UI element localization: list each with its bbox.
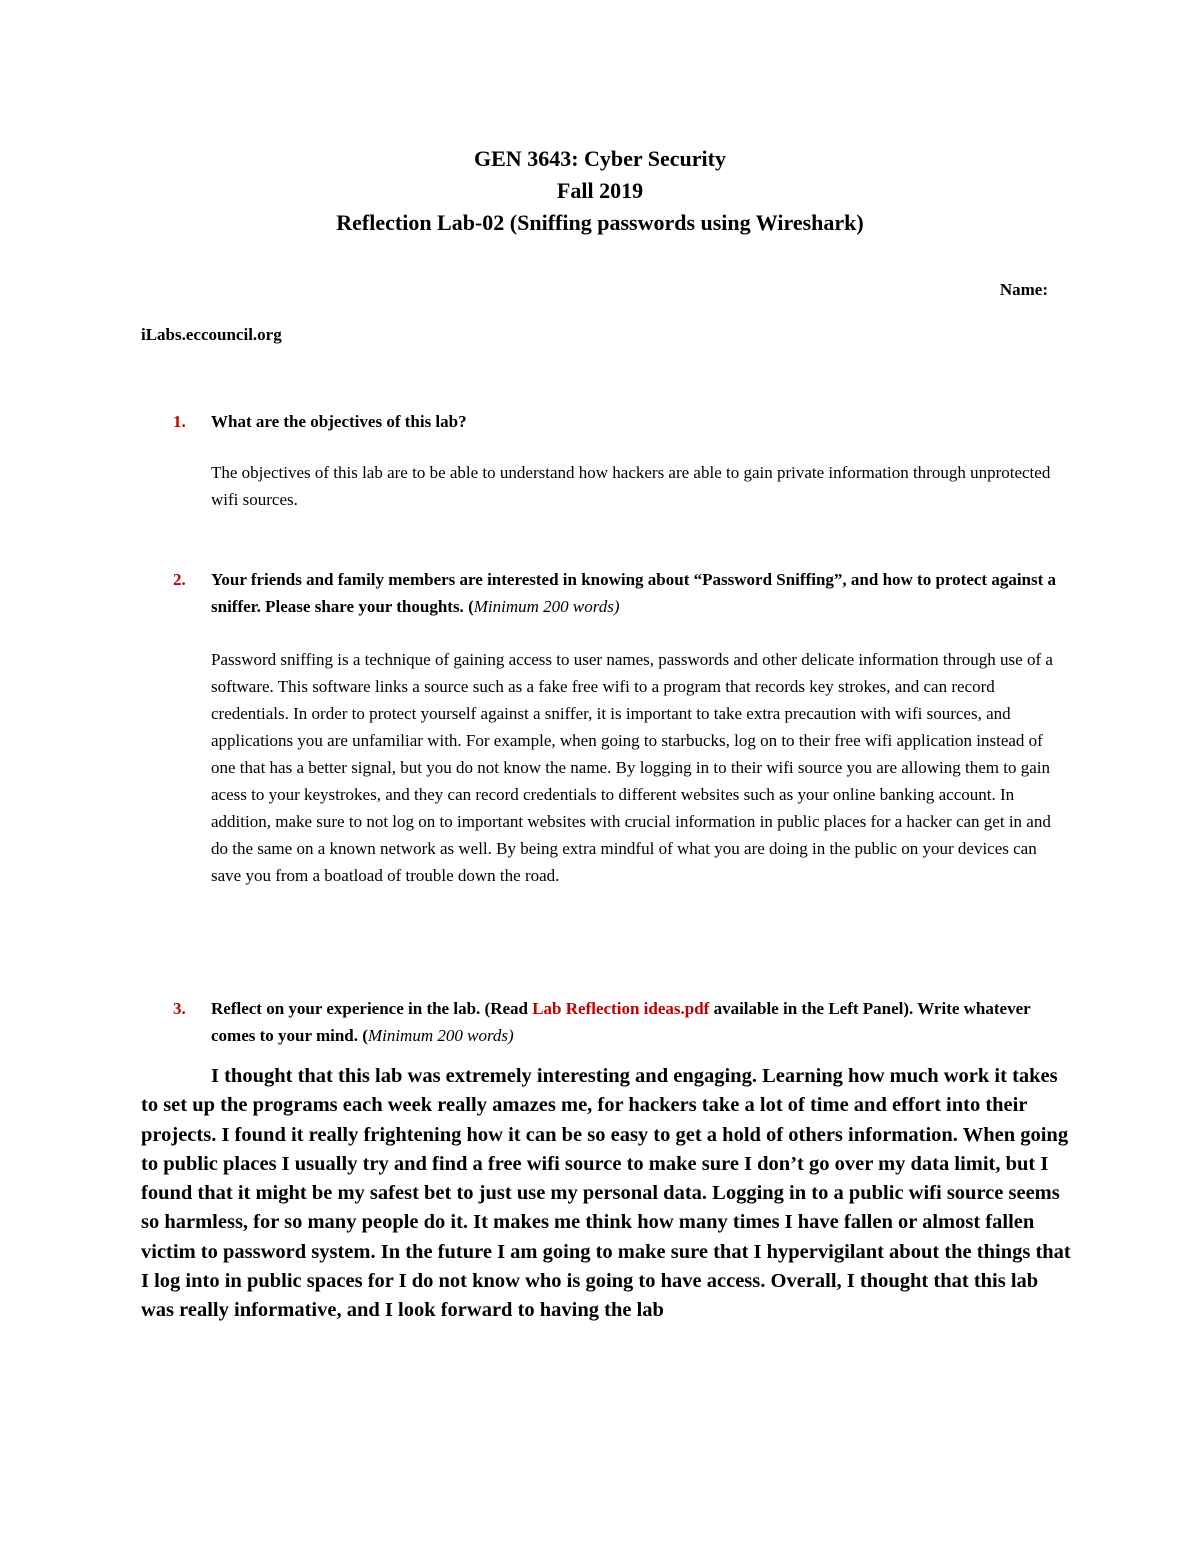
site-url: iLabs.eccouncil.org (141, 325, 282, 344)
question-1 (173, 408, 1073, 513)
word-count-note (468, 597, 619, 616)
question-prompt-end: available in the Left Panel). Write whatever comes to your mind. (211, 999, 1031, 1045)
note-text: Minimum 200 words) (367, 1026, 514, 1045)
question-text (211, 566, 1073, 620)
name-label: Name: (999, 280, 1048, 299)
question-prompt: Your friends and family members are interested in knowing about “Password Sniffing”, and how to protect against a sniffer. Please share your thoughts. (211, 570, 1057, 616)
question-number: 1. (173, 412, 186, 431)
question-number: 3. (173, 999, 186, 1018)
answer-text: Password sniffing is a technique of gaining access to user names, passwords and other delicate information through use of a software. This software links a source such as a fake free wifi to a program that records key strokes, and can record credentials. In order to protect yourself against a sniffer, it is important to take extra precaution with wifi sources, and applications you are unfamiliar with. For example, when going to starbucks, log on to their free wifi application instead of one that has a better signal, but you do not know the name. By logging in to their wifi source you are allowing them to gain acess to your keystrokes, and they can record credentials to different websites such as your online banking account. In addition, make sure to not log on to important websites with crucial information in public places for a hacker can get in and do the same on a known network as well. By being extra mindful of what you are doing in the public on your devices can save you from a boatload of trouble down the road. (211, 650, 1053, 885)
reflection-answer: I thought that this lab was extremely interesting and engaging. Learning how much work it takes to set up the programs each week really amazes me, for hackers take a lot of time and effort into their projects. I found it really frightening how it can be so easy to get a hold of others information. When going to public places I usually try and find a free wifi source to make sure I don’t go over my data limit, but I found that it might be my safest bet to just use my personal data. Logging in to a public wifi source seems so harmless, for so many people do it. It makes me think how many times I have fallen or almost fallen victim to password system. In the future I am going to make sure that I hypervigilant about the things that I log into in public spaces for I do not know who is going to have access. Overall, I thought that this lab was really informative, and I look forward to having the lab (141, 1065, 1071, 1322)
document-header (0, 143, 1200, 239)
question-prompt-start: Reflect on your experience in the lab. (Read (211, 999, 533, 1018)
note-text: Minimum 200 words) (473, 597, 620, 616)
lab-title: Reflection Lab-02 (Sniffing passwords using Wireshark) (336, 210, 864, 235)
note-open-paren: ( (468, 597, 474, 616)
term: Fall 2019 (556, 178, 644, 203)
question-text (211, 995, 1073, 1049)
lab-reflection-link[interactable]: Lab Reflection ideas.pdf (532, 999, 710, 1018)
question-number: 2. (173, 570, 186, 589)
question-2 (173, 566, 1073, 889)
question-text: What are the objectives of this lab? (211, 412, 467, 431)
course-title: GEN 3643: Cyber Security (474, 146, 726, 171)
answer-text: The objectives of this lab are to be able to understand how hackers are able to gain private information through unprotected wifi sources. (211, 463, 1051, 509)
word-count-note (362, 1026, 513, 1045)
question-3 (173, 995, 1073, 1049)
note-open-paren: ( (362, 1026, 368, 1045)
